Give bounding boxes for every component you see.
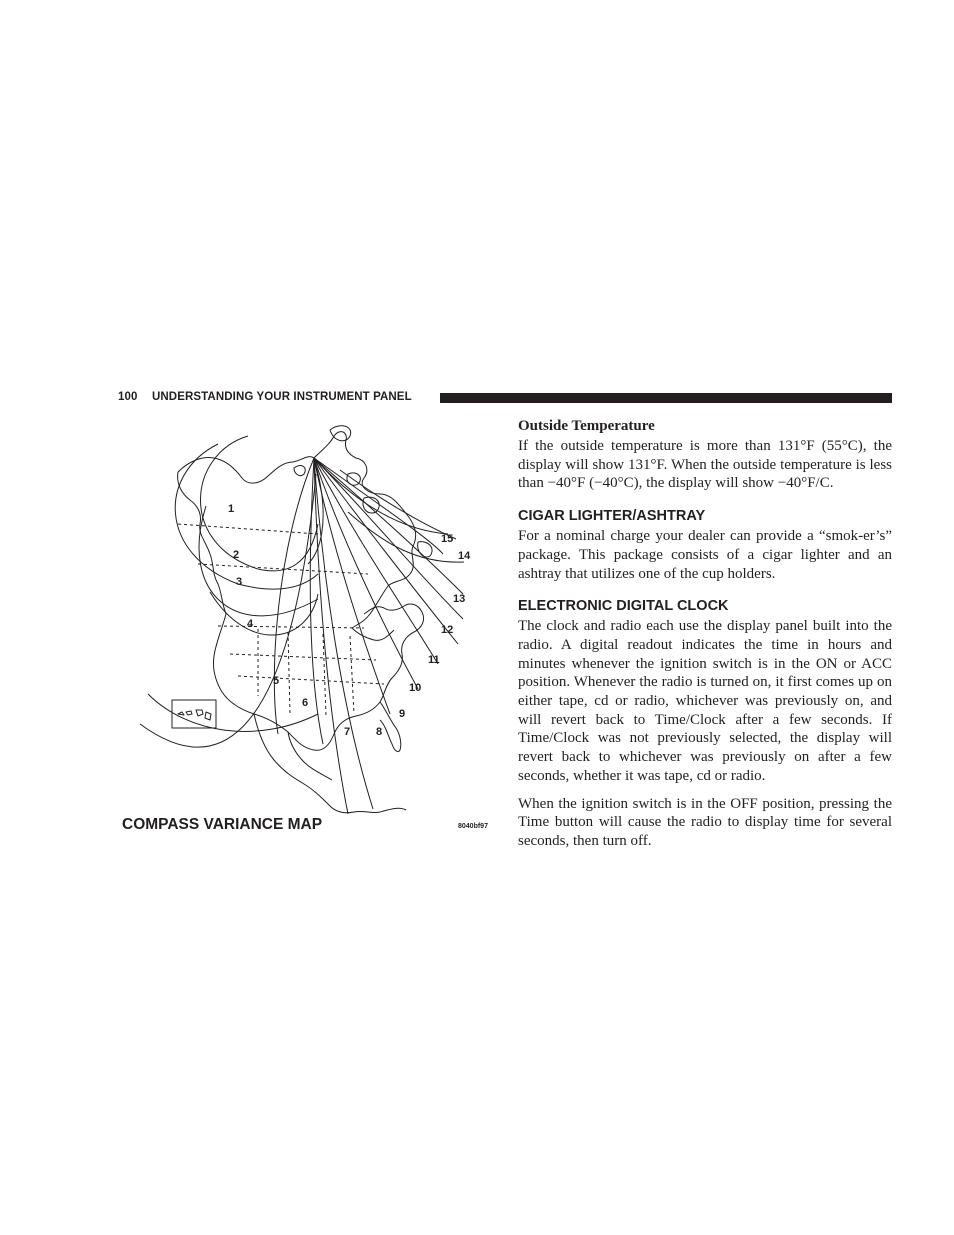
- heading-cigar-lighter: CIGAR LIGHTER/ASHTRAY: [518, 508, 706, 525]
- zone-label-6: 6: [302, 697, 309, 709]
- zone-label-2: 2: [233, 549, 240, 561]
- page-number: 100: [118, 391, 138, 403]
- zone-label-15: 15: [441, 533, 454, 545]
- heading-digital-clock: ELECTRONIC DIGITAL CLOCK: [518, 598, 729, 615]
- paragraph-outside-temperature: If the outside temperature is more than 131°F (55°C), the display will show 131°F. When the outside temperature is less than −40°F (−40°C), the display will show −40°F/C.: [518, 438, 892, 492]
- paragraph-cigar-lighter: For a nominal charge your dealer can provide a “smok-er’s” package. This package consists of a cigar lighter and an ashtray that utilizes one of the cup holders.: [518, 528, 892, 582]
- figure-code: 8040bf97: [458, 823, 488, 830]
- zone-label-3: 3: [236, 576, 243, 588]
- zone-label-13: 13: [453, 593, 466, 605]
- section-title: UNDERSTANDING YOUR INSTRUMENT PANEL: [152, 391, 412, 403]
- zone-label-1: 1: [228, 503, 235, 515]
- compass-variance-figure: [118, 414, 490, 844]
- zone-label-8: 8: [376, 726, 383, 738]
- text-column: [518, 416, 892, 851]
- compass-variance-map: [118, 414, 490, 814]
- zone-label-11: 11: [428, 654, 440, 666]
- paragraph-digital-clock-2: When the ignition switch is in the OFF position, pressing the Time button will cause the radio to display time for several seconds, then turn off.: [518, 795, 892, 849]
- zone-label-9: 9: [399, 708, 406, 720]
- zone-label-7: 7: [344, 726, 351, 738]
- page-header: [118, 389, 892, 405]
- paragraph-digital-clock-1: The clock and radio each use the display panel built into the radio. A digital readout indicates the time in hours and minutes whenever the ignition switch is in the ON or ACC position. Whenever the radio is turned on, it first comes up on either tape, cd or radio, whichever was previously on, and will revert back to Time/Clock after a few seconds. If Time/Clock was not previously selected, the display will revert back to whichever was previously on after a few seconds, whether it was tape, cd or radio.: [518, 618, 892, 784]
- figure-caption: COMPASS VARIANCE MAP: [122, 816, 323, 833]
- zone-label-14: 14: [458, 550, 471, 562]
- zone-label-5: 5: [273, 675, 280, 687]
- zone-label-10: 10: [409, 682, 422, 694]
- heading-outside-temperature: Outside Temperature: [518, 418, 655, 434]
- zone-label-4: 4: [247, 618, 254, 630]
- zone-label-12: 12: [441, 624, 454, 636]
- header-rule: [440, 393, 892, 403]
